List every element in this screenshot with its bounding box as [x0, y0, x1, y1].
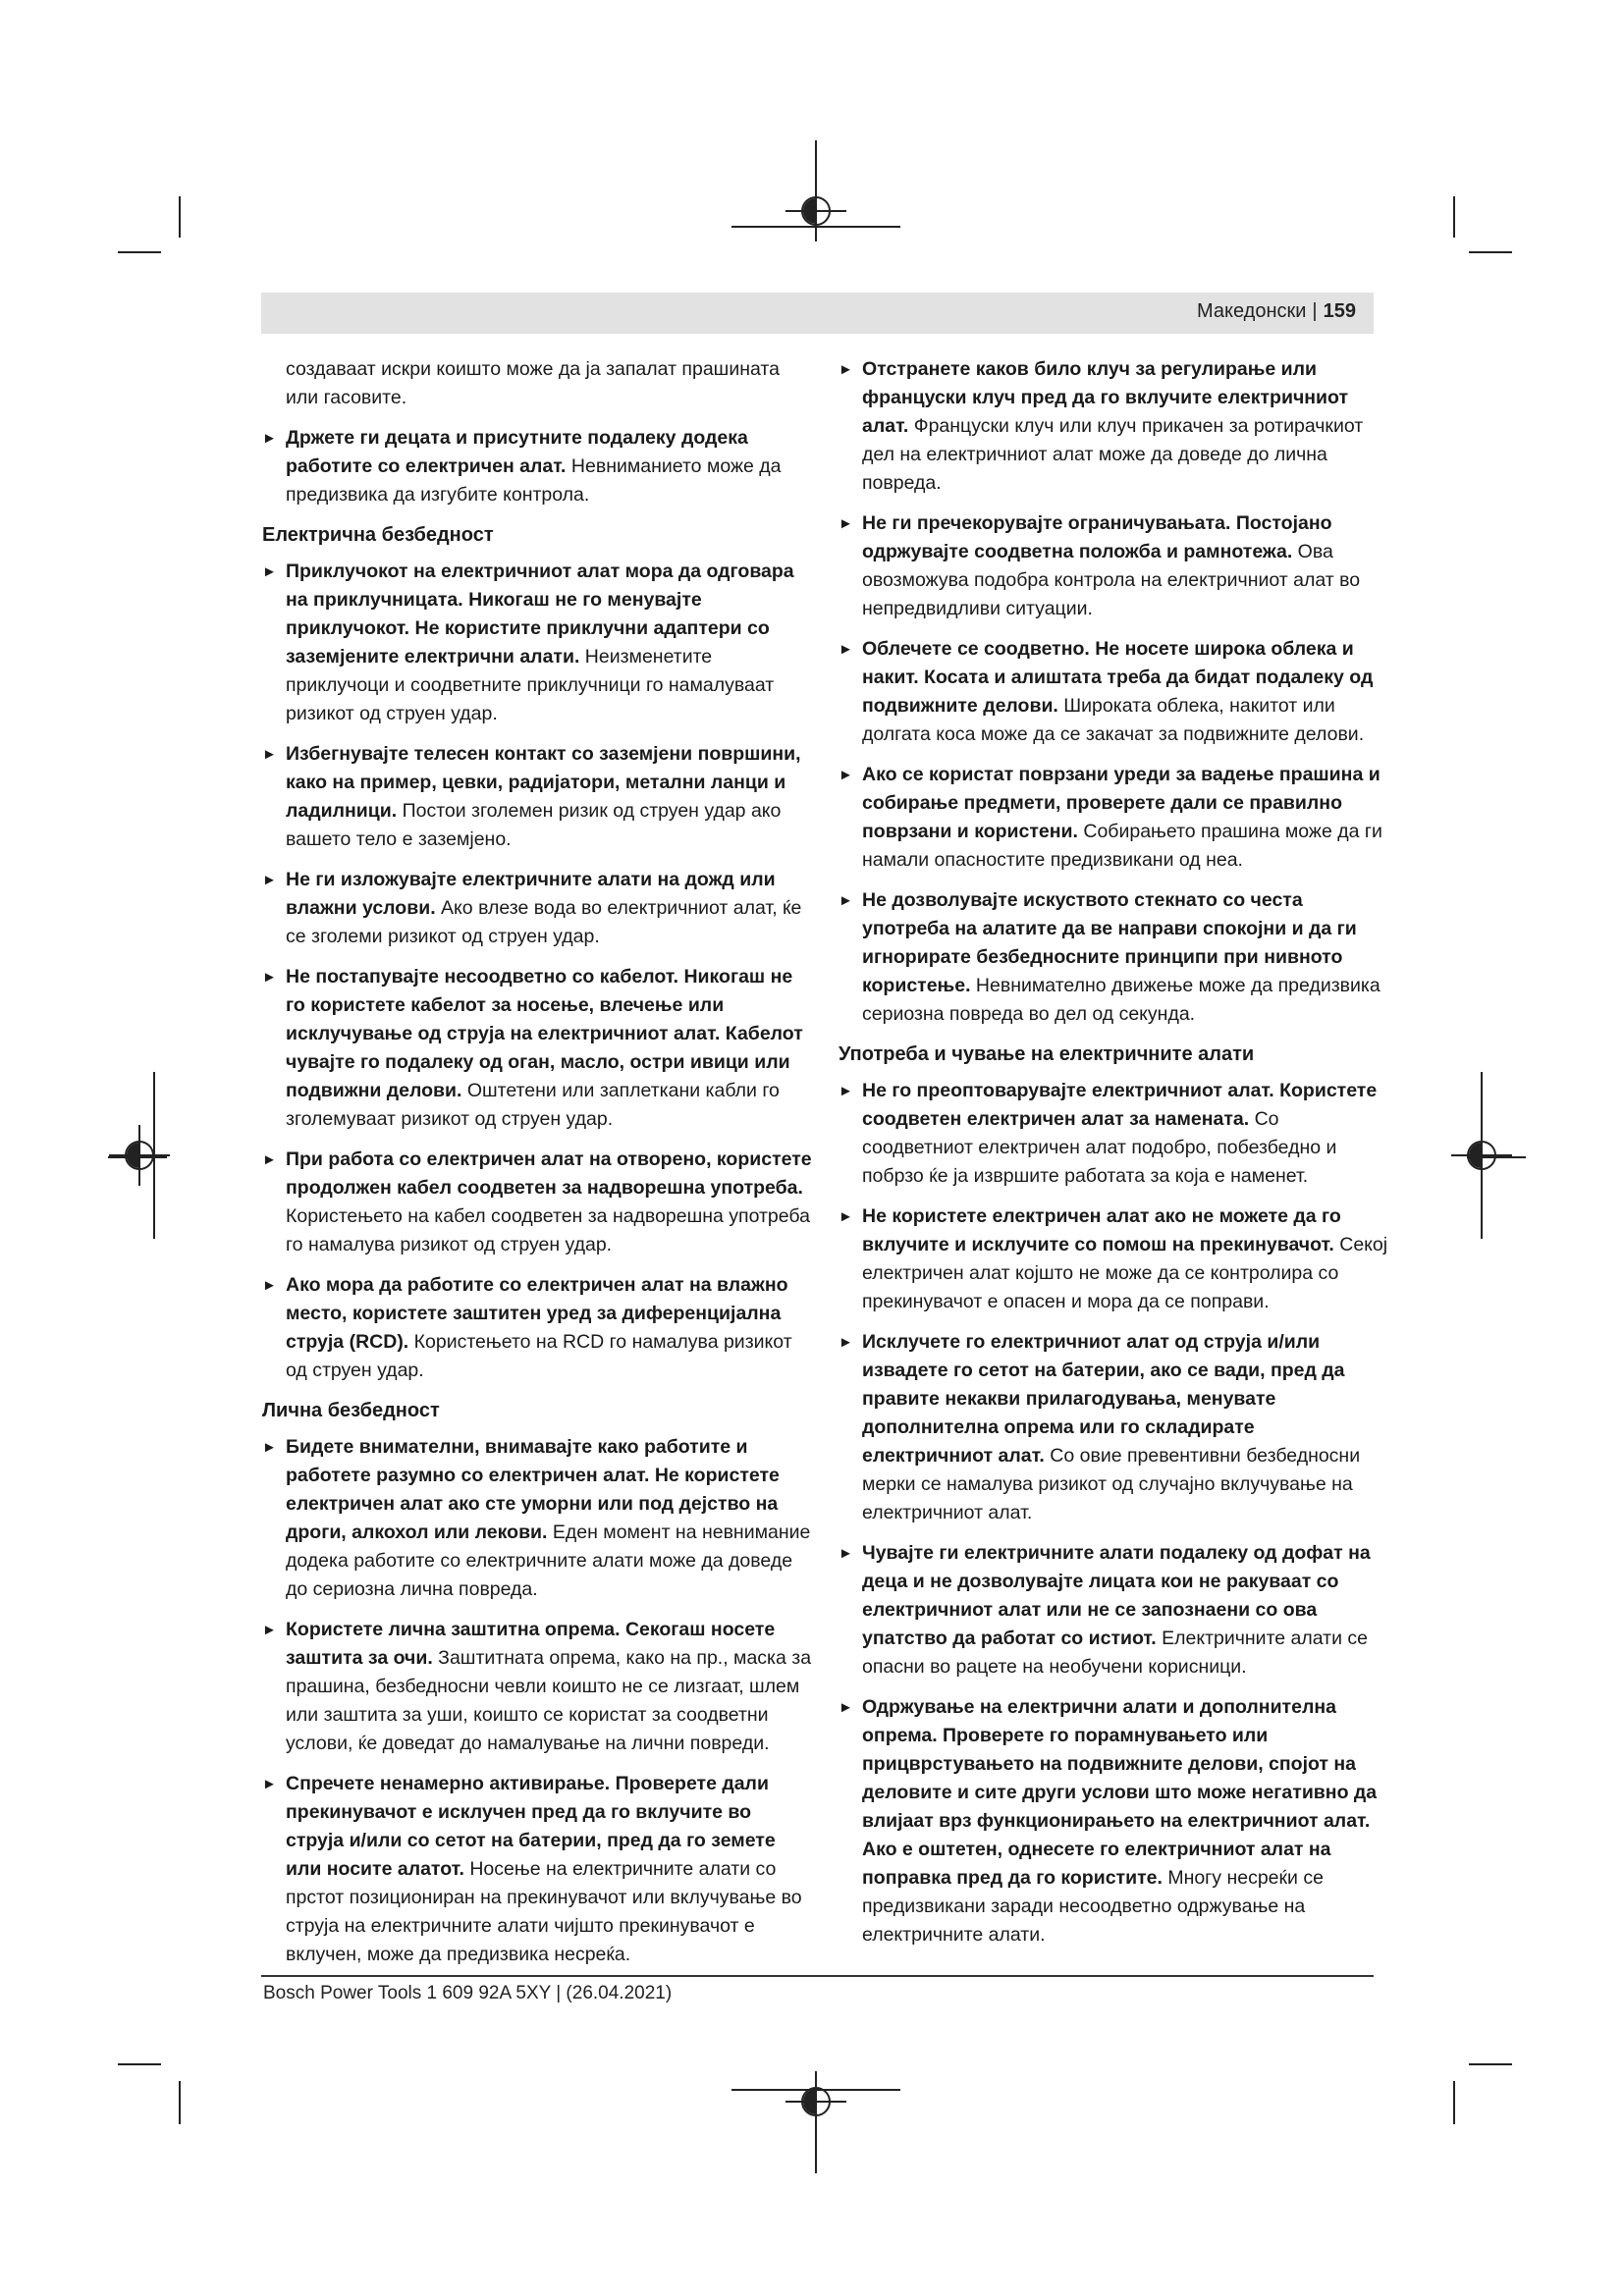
list-item	[262, 1433, 812, 1604]
list-item	[262, 1770, 812, 1969]
triangle-bullet-icon: ►	[262, 430, 277, 447]
item-text: Со соодветниот електричен алат подобро, побезбедно и побрзо ќе ја извршите работата за која е наменет.	[862, 1108, 1337, 1187]
triangle-bullet-icon: ►	[262, 1776, 277, 1792]
list-item	[262, 1616, 812, 1758]
item-text: Заштитната опрема, како на пр., маска за прашина, безбедносни чевли коишто не се лизгаат, шлем или заштита за уши, коишто се користат за соодветни услови, ќе доведат до намалување на лични повреди.	[286, 1647, 812, 1754]
triangle-bullet-icon: ►	[839, 641, 853, 658]
item-bold: Држете ги децата и присутните подалеку додека работите со електричен алат.	[286, 427, 748, 477]
page-number: 159	[1323, 300, 1356, 322]
triangle-bullet-icon: ►	[839, 1334, 853, 1351]
item-bold: Одржување на електрични алати и дополнителна опрема. Проверете го порамнувањето или прицврстувањето на подвижните делови, спојот на деловите и сите други услови што може негативно да влијаат врз функционирањето на електричниот алат. Ако е оштетен, однесете го електричниот алат на поправка пред да го користите.	[862, 1696, 1378, 1889]
item-bold: Приклучокот на електричниот алат мора да одговара на приклучницата. Никогаш не го менувајте приклучокот. Не користите приклучни адаптери со заземјените електрични алати.	[286, 561, 794, 667]
right-column	[839, 355, 1388, 1961]
triangle-bullet-icon: ►	[262, 969, 277, 986]
list-item	[262, 424, 812, 509]
continuation-text: создаваат искри коишто може да ја запалат прашината или гасовите.	[286, 358, 780, 408]
list-item	[262, 963, 812, 1134]
triangle-bullet-icon: ►	[262, 1439, 277, 1456]
item-text: Носење на електричните алати со прстот позициониран на прекинувачот или вклучување во струја на електричните алати чијшто прекинувачот е вклучен, може да предизвика несреќа.	[286, 1858, 802, 1965]
footer-rule	[261, 1975, 1374, 1977]
item-text: Собирањето прашина може да ги намали опасностите предизвикани од неа.	[862, 821, 1382, 871]
crop-mark	[1469, 251, 1512, 253]
crop-mark	[1453, 2081, 1455, 2124]
triangle-bullet-icon: ►	[839, 767, 853, 783]
item-text: Ако влезе вода во електричниот алат, ќе се зголеми ризикот од струен удар.	[286, 897, 802, 947]
item-text: Оштетени или заплеткани кабли го зголемуваат ризикот од струен удар.	[286, 1080, 780, 1130]
list-item	[839, 1202, 1388, 1316]
registration-mark-icon	[125, 1141, 154, 1170]
item-text: Ова овозможува подобра контрола на електричниот алат во непредвидливи ситуации.	[862, 541, 1361, 619]
item-bold: Не дозволувајте искуството стекнато со честа употреба на алатите да ве направи спокојни и да ги игнорирате безбедносните принципи при нивното користење.	[862, 889, 1357, 996]
triangle-bullet-icon: ►	[262, 872, 277, 888]
crop-mark	[118, 2063, 161, 2065]
crop-mark	[1453, 196, 1455, 238]
item-bold: Исклучете го електричниот алат од струја и/или извадете го сетот на батерии, ако се вади, пред да правите некакви прилагодувања, менувате дополнителна опрема или го складирате електричниот алат.	[862, 1331, 1345, 1467]
triangle-bullet-icon: ►	[839, 1699, 853, 1716]
list-item	[262, 740, 812, 854]
header-language: Македонски	[1196, 300, 1307, 322]
item-text: Француски клуч или клуч прикачен за ротирачкиот дел на електричниот алат може да доведе до лична повреда.	[862, 415, 1364, 494]
item-bold: Избегнувајте телесен контакт со заземјени површини, како на пример, цевки, радијатори, метални ланци и ладилници.	[286, 743, 801, 822]
item-text: Користењето на RCD го намалува ризикот од струен удар.	[286, 1331, 792, 1381]
triangle-bullet-icon: ►	[839, 1545, 853, 1562]
item-text: Еден момент на невнимание додека работите со електричните алати може да доведе до сериозна лична повреда.	[286, 1522, 811, 1600]
crop-mark	[179, 2081, 181, 2124]
crop-mark	[118, 251, 161, 253]
list-item	[262, 558, 812, 728]
item-bold: Бидете внимателни, внимавајте како работите и работете разумно со електричен алат. Не користете електричен алат ако сте уморни или под дејство на дроги, алкохол или лекови.	[286, 1436, 780, 1543]
triangle-bullet-icon: ►	[262, 563, 277, 580]
registration-mark-icon	[1467, 1141, 1496, 1170]
item-text: Многу несреќи се предизвикани заради несоодветно одржување на електричните алати.	[862, 1867, 1324, 1946]
triangle-bullet-icon: ►	[839, 515, 853, 532]
triangle-bullet-icon: ►	[839, 361, 853, 378]
header-label: Македонски | 159	[1196, 300, 1356, 322]
list-item	[839, 1539, 1388, 1682]
page-header	[261, 293, 1374, 334]
left-column	[262, 355, 812, 1981]
registration-mark-icon	[801, 2087, 831, 2116]
item-text: Широката облека, накитот или долгата коса може да се закачат за подвижните делови.	[862, 695, 1365, 745]
list-item	[839, 1077, 1388, 1191]
triangle-bullet-icon: ►	[839, 1083, 853, 1099]
list-item	[839, 355, 1388, 498]
item-text: Со овие превентивни безбедносни мерки се намалува ризикот од случајно вклучување на електричниот алат.	[862, 1445, 1361, 1523]
triangle-bullet-icon: ►	[262, 1277, 277, 1294]
item-bold: Ако мора да работите со електричен алат на влажно место, користете заштитен уред за диференцијална струја (RCD).	[286, 1274, 788, 1353]
list-item	[839, 886, 1388, 1029]
list-item	[262, 1271, 812, 1385]
crop-mark	[179, 196, 181, 238]
section-heading: Електрична безбедност	[262, 524, 494, 546]
item-bold: Ако се користат поврзани уреди за вадење прашина и собирање предмети, проверете дали се правилно поврзани и користени.	[862, 764, 1380, 842]
item-text: Невнимателно движење може да предизвика сериозна повреда во дел од секунда.	[862, 975, 1380, 1025]
item-bold: Не користете електричен алат ако не можете да го вклучите и исклучите со помош на прекинувачот.	[862, 1205, 1341, 1255]
item-text: Постои зголемен ризик од струен удар ако вашето тело е заземјено.	[286, 800, 782, 850]
list-item	[262, 1146, 812, 1259]
item-bold: Не постапувајте несоодветно со кабелот. Никогаш не го користете кабелот за носење, влечење или исклучување од струја на електричниот алат. Кабелот чувајте го подалеку од оган, масло, остри ивици или подвижни делови.	[286, 966, 803, 1101]
item-bold: Не ги пречекорувајте ограничувањата. Постојано одржувајте соодветна положба и рамнотежа.	[862, 512, 1332, 562]
triangle-bullet-icon: ►	[262, 1151, 277, 1168]
triangle-bullet-icon: ►	[839, 1208, 853, 1225]
list-item	[839, 509, 1388, 623]
item-bold: При работа со електричен алат на отворено, користете продолжен кабел соодветен за надворешна употреба.	[286, 1148, 812, 1199]
list-item	[839, 635, 1388, 749]
item-text: Користењето на кабел соодветен за надворешна употреба го намалува ризикот од струен удар.	[286, 1205, 810, 1255]
footer-text: Bosch Power Tools 1 609 92A 5XY | (26.04.2021)	[263, 1983, 673, 2003]
item-text: Неизменетите приклучоци и соодветните приклучници го намалуваат ризикот од струен удар.	[286, 646, 775, 724]
triangle-bullet-icon: ►	[839, 892, 853, 909]
item-bold: Не го преоптоварувајте електричниот алат. Користете соодветен електричен алат за намената.	[862, 1080, 1378, 1130]
item-bold: Чувајте ги електричните алати подалеку од дофат на деца и не дозволувајте лицата кои не ракуваат со електричниот алат или не се запознаени со ова упатство да работат со истиот.	[862, 1542, 1371, 1649]
item-bold: Користете лична заштитна опрема. Секогаш носете заштита за очи.	[286, 1619, 776, 1669]
crop-mark	[1469, 2063, 1512, 2065]
section-heading: Лична безбедност	[262, 1400, 440, 1421]
triangle-bullet-icon: ►	[262, 746, 277, 763]
list-item	[839, 1328, 1388, 1527]
section-heading: Употреба и чување на електричните алати	[839, 1043, 1255, 1065]
item-bold: Не ги изложувајте електричните алати на дожд или влажни услови.	[286, 869, 776, 919]
list-item	[839, 1693, 1388, 1949]
item-bold: Облечете се соодветно. Не носете широка облека и накит. Косата и алиштата треба да бидат подалеку од подвижните делови.	[862, 638, 1374, 717]
item-bold: Спречете ненамерно активирање. Проверете дали прекинувачот е исклучен пред да го вклучите во струја и/или со сетот на батерии, пред да го земете или носите алатот.	[286, 1773, 776, 1880]
item-text: Секој електричен алат којшто не може да се контролира со прекинувачот е опасен и мора да се поправи.	[862, 1234, 1388, 1312]
triangle-bullet-icon: ►	[262, 1622, 277, 1638]
item-bold: Отстранете каков било клуч за регулирање или француски клуч пред да го вклучите електричниот алат.	[862, 358, 1349, 437]
item-text: Невниманието може да предизвика да изгубите контрола.	[286, 455, 782, 506]
registration-mark-icon	[801, 196, 831, 226]
list-item	[839, 761, 1388, 875]
item-text: Електричните алати се опасни во рацете на необучени корисници.	[862, 1628, 1369, 1678]
list-item	[262, 866, 812, 951]
